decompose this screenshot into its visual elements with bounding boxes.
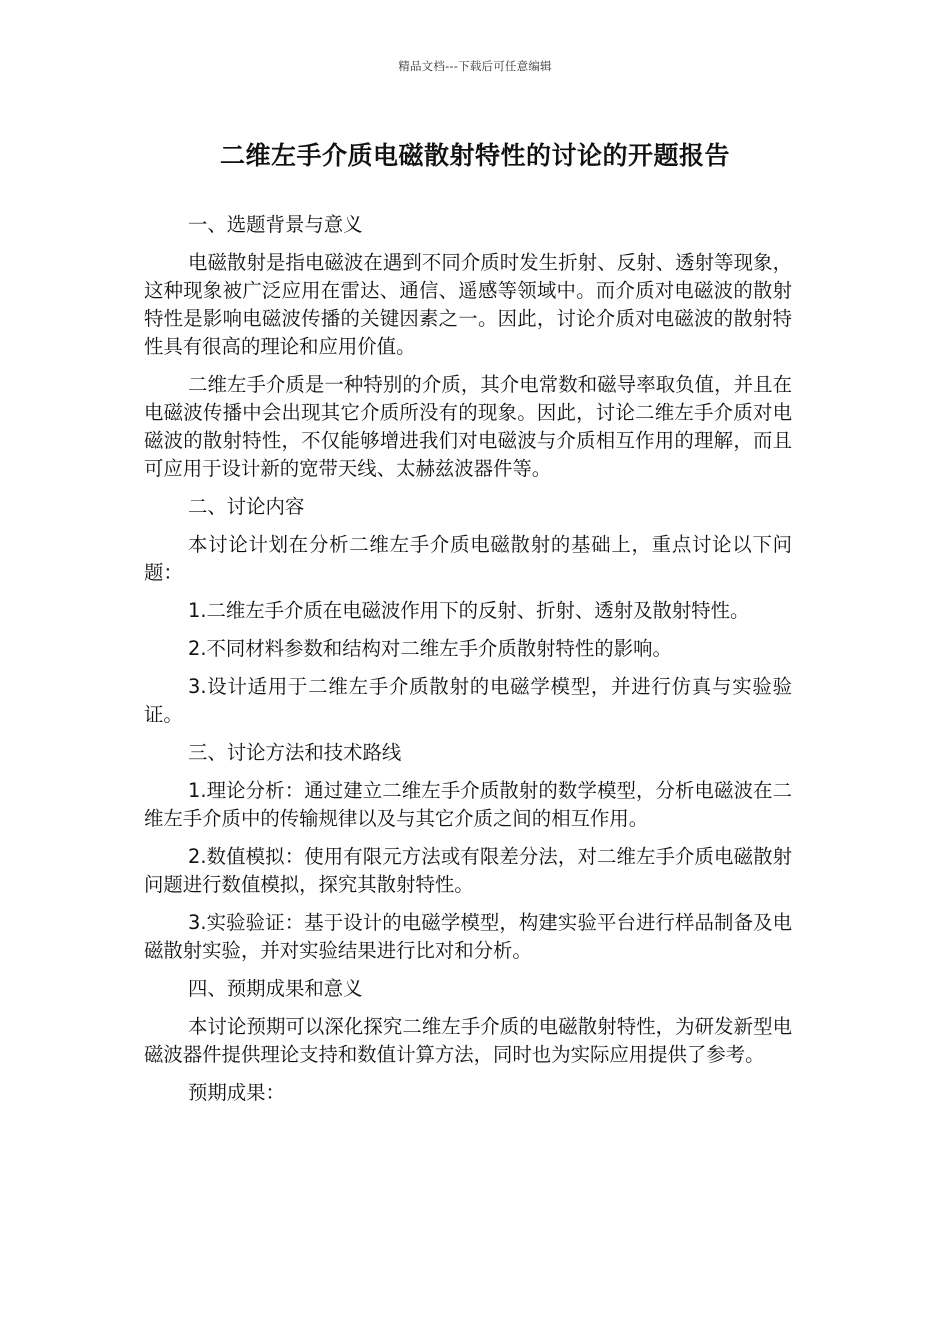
document-body	[144, 211, 792, 1117]
list-item-method-3: 3.实验验证：基于设计的电磁学模型，构建实验平台进行样品制备及电磁散射实验，并对实验结果进行比对和分析。	[144, 911, 792, 962]
list-item-research-3: 3.设计适用于二维左手介质散射的电磁学模型，并进行仿真与实验验证。	[144, 675, 792, 726]
list-item-research-1: 1.二维左手介质在电磁波作用下的反射、折射、透射及散射特性。	[188, 599, 750, 622]
section-heading-content: 二、讨论内容	[188, 495, 305, 518]
section-heading-methods: 三、讨论方法和技术路线	[188, 741, 402, 764]
paragraph-research-plan: 本讨论计划在分析二维左手介质电磁散射的基础上，重点讨论以下问题：	[144, 533, 792, 584]
paragraph-outcomes: 本讨论预期可以深化探究二维左手介质的电磁散射特性，为研发新型电磁波器件提供理论支持和数值计算方法，同时也为实际应用提供了参考。	[144, 1015, 792, 1066]
section-heading-background: 一、选题背景与意义	[188, 213, 363, 236]
list-item-method-1: 1.理论分析：通过建立二维左手介质散射的数学模型，分析电磁波在二维左手介质中的传输规律以及与其它介质之间的相互作用。	[144, 779, 792, 830]
page-header: 精品文档---下载后可任意编辑	[398, 59, 552, 73]
list-item-research-2: 2.不同材料参数和结构对二维左手介质散射特性的影响。	[188, 637, 672, 660]
paragraph-left-handed-medium: 二维左手介质是一种特别的介质，其介电常数和磁导率取负值，并且在电磁波传播中会出现其它介质所没有的现象。因此，讨论二维左手介质对电磁波的散射特性，不仅能够增进我们对电磁波与介质相互作用的理解，而且可应用于设计新的宽带天线、太赫兹波器件等。	[144, 373, 792, 480]
section-heading-outcomes: 四、预期成果和意义	[188, 977, 363, 1000]
document-title: 二维左手介质电磁散射特性的讨论的开题报告	[219, 141, 730, 170]
list-item-method-2: 2.数值模拟：使用有限元方法或有限差分法，对二维左手介质电磁散射问题进行数值模拟，探究其散射特性。	[144, 845, 792, 896]
subheading-expected-results: 预期成果：	[188, 1081, 285, 1104]
paragraph-scattering-intro: 电磁散射是指电磁波在遇到不同介质时发生折射、反射、透射等现象，这种现象被广泛应用在雷达、通信、遥感等领域中。而介质对电磁波的散射特性是影响电磁波传播的关键因素之一。因此，讨论介质对电磁波的散射特性具有很高的理论和应用价值。	[144, 251, 792, 358]
